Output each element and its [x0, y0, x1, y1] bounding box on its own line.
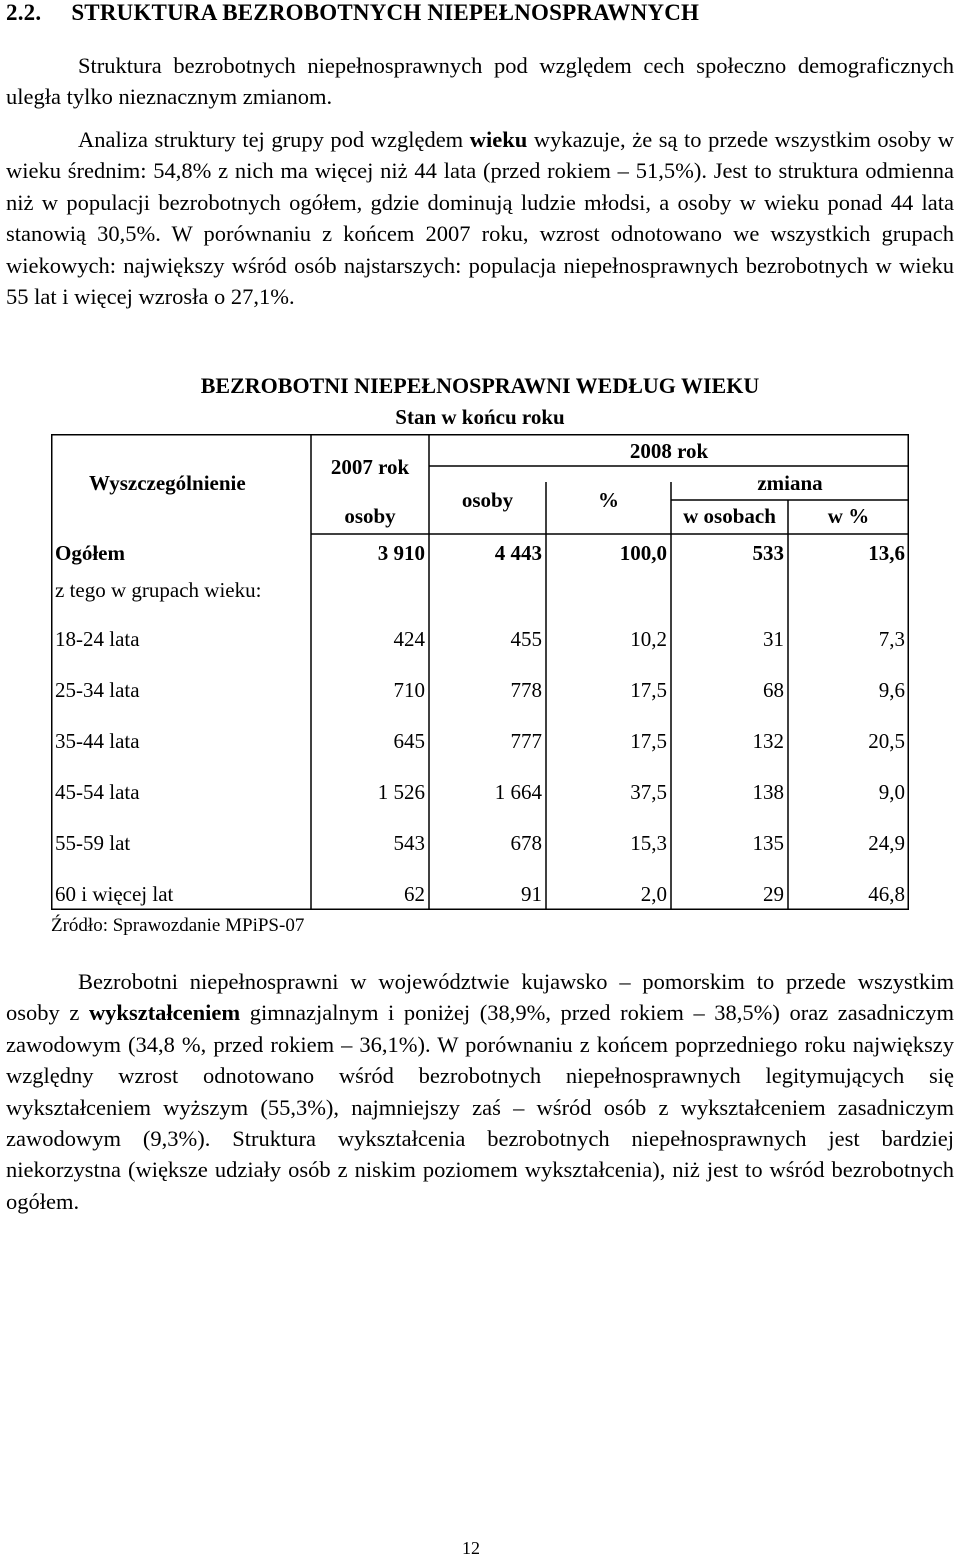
row-cell-change-abs: 31 [763, 627, 784, 651]
row-cell-y2008: 91 [521, 882, 542, 906]
paragraph-3-text-a: Bezrobotni niepełnosprawni w województwie kujawsko – pomorskim to przede wszystkim osoby z [6, 969, 954, 1026]
header-w-pct: w % [827, 504, 870, 528]
header-osoby-2008: osoby [461, 488, 514, 512]
total-2008: 4 443 [494, 541, 542, 565]
row-cell-y2007: 424 [393, 627, 425, 651]
paragraph-3-bold: wykształceniem [88, 1000, 241, 1026]
section-heading [6, 0, 699, 26]
row-cell-change-pct: 46,8 [868, 882, 905, 906]
paragraph-2-text-a: Analiza struktury tej grupy pod względem [78, 127, 470, 152]
row-label: 60 i więcej lat [55, 882, 174, 906]
row-cell-pct: 37,5 [630, 780, 667, 804]
age-table [51, 434, 909, 910]
paragraph-1 [6, 50, 954, 113]
row-cell-y2007: 62 [404, 882, 425, 906]
row-cell-change-pct: 7,3 [878, 627, 905, 651]
section-number: 2.2. [6, 0, 42, 25]
row-cell-y2007: 543 [393, 831, 425, 855]
row-label: 55-59 lat [55, 831, 131, 855]
total-label: Ogółem [55, 541, 125, 565]
table-subtitle: Stan w końcu roku [395, 405, 565, 429]
row-cell-change-abs: 132 [752, 729, 784, 753]
total-change-abs: 533 [752, 541, 784, 565]
header-2007: 2007 rok [330, 455, 410, 479]
row-cell-y2008: 1 664 [494, 780, 542, 804]
header-zmiana: zmiana [757, 471, 823, 495]
row-cell-pct: 2,0 [640, 882, 667, 906]
row-cell-change-abs: 68 [763, 678, 784, 702]
table-source: Źródło: Sprawozdanie MPiPS-07 [51, 915, 305, 936]
paragraph-2 [6, 124, 954, 312]
table-title: BEZROBOTNI NIEPEŁNOSPRAWNI WEDŁUG WIEKU [200, 373, 760, 398]
row-cell-y2008: 777 [510, 729, 542, 753]
row-cell-y2008: 455 [510, 627, 542, 651]
row-cell-change-pct: 20,5 [868, 729, 905, 753]
row-cell-change-pct: 24,9 [868, 831, 905, 855]
row-label: 25-34 lata [55, 678, 140, 702]
row-cell-y2007: 1 526 [377, 780, 425, 804]
row-cell-pct: 17,5 [630, 729, 667, 753]
row-cell-pct: 15,3 [630, 831, 667, 855]
row-cell-y2008: 678 [510, 831, 542, 855]
page-number: 12 [462, 1538, 480, 1558]
total-2007: 3 910 [377, 541, 425, 565]
row-cell-change-abs: 29 [763, 882, 784, 906]
total-pct: 100,0 [619, 541, 667, 565]
paragraph-2-text-b: wykazuje, że są to przede wszystkim osoby w wieku średnim: 54,8% z nich ma więcej niż 44 lata (przed rokiem – 51,5%). Jest to struktura odmienna niż w populacji bezrobotnych ogółem, gdzie dominują ludzie młodsi, a osoby w wieku ponad 44 lata stanowią 30,5%. W porównaniu z końcem 2007 roku, wzrost odnotowano we wszystkich grupach wiekowych: największy wśród osób najstarszych: populacja niepełnosprawnych bezrobotnych w wieku 55 lat i więcej wzrosła o 27,1%. [6, 127, 954, 310]
row-cell-change-abs: 135 [752, 831, 784, 855]
row-cell-y2008: 778 [510, 678, 542, 702]
row-cell-y2007: 710 [393, 678, 425, 702]
header-pct: % [598, 488, 619, 512]
header-w-osobach: w osobach [683, 504, 776, 528]
row-label: 35-44 lata [55, 729, 140, 753]
paragraph-3 [6, 966, 954, 1217]
row-label: 18-24 lata [55, 627, 140, 651]
row-cell-change-pct: 9,6 [878, 678, 905, 702]
header-2008: 2008 rok [629, 439, 709, 463]
row-cell-y2007: 645 [393, 729, 425, 753]
row-cell-change-abs: 138 [752, 780, 784, 804]
row-cell-pct: 10,2 [630, 627, 667, 651]
total-change-pct: 13,6 [868, 541, 905, 565]
section-title: STRUKTURA BEZROBOTNYCH NIEPEŁNOSPRAWNYCH [71, 0, 700, 25]
row-label: 45-54 lata [55, 780, 140, 804]
header-wyszczegolnienie: Wyszczególnienie [89, 471, 246, 495]
paragraph-1-text: Struktura bezrobotnych niepełnosprawnych pod względem cech społeczno demograficznych uległa tylko nieznacznym zmianom. [6, 53, 954, 110]
header-osoby-2007: osoby [344, 504, 396, 528]
row-cell-pct: 17,5 [630, 678, 667, 702]
subheader-age-groups: z tego w grupach wieku: [55, 578, 262, 602]
row-cell-change-pct: 9,0 [878, 780, 905, 804]
paragraph-3-text-b: gimnazjalnym i poniżej (38,9%, przed rokiem – 38,5%) oraz zasadniczym zawodowym (34,8 %, przed rokiem – 36,1%). W porównaniu z końcem poprzedniego roku największy względny wzrost odnotowano wśród bezrobotnych niepełnosprawnych legitymujących się wykształceniem wyższym (55,3%), najmniejszy zaś – wśród osób z wykształceniem zasadniczym zawodowym (9,3%). Struktura wykształcenia bezrobotnych niepełnosprawnych jest bardziej niekorzystna (większe udziały osób z niskim poziomem wykształcenia), niż jest to wśród bezrobotnych ogółem. [6, 1000, 954, 1214]
paragraph-2-bold: wieku [469, 127, 528, 152]
